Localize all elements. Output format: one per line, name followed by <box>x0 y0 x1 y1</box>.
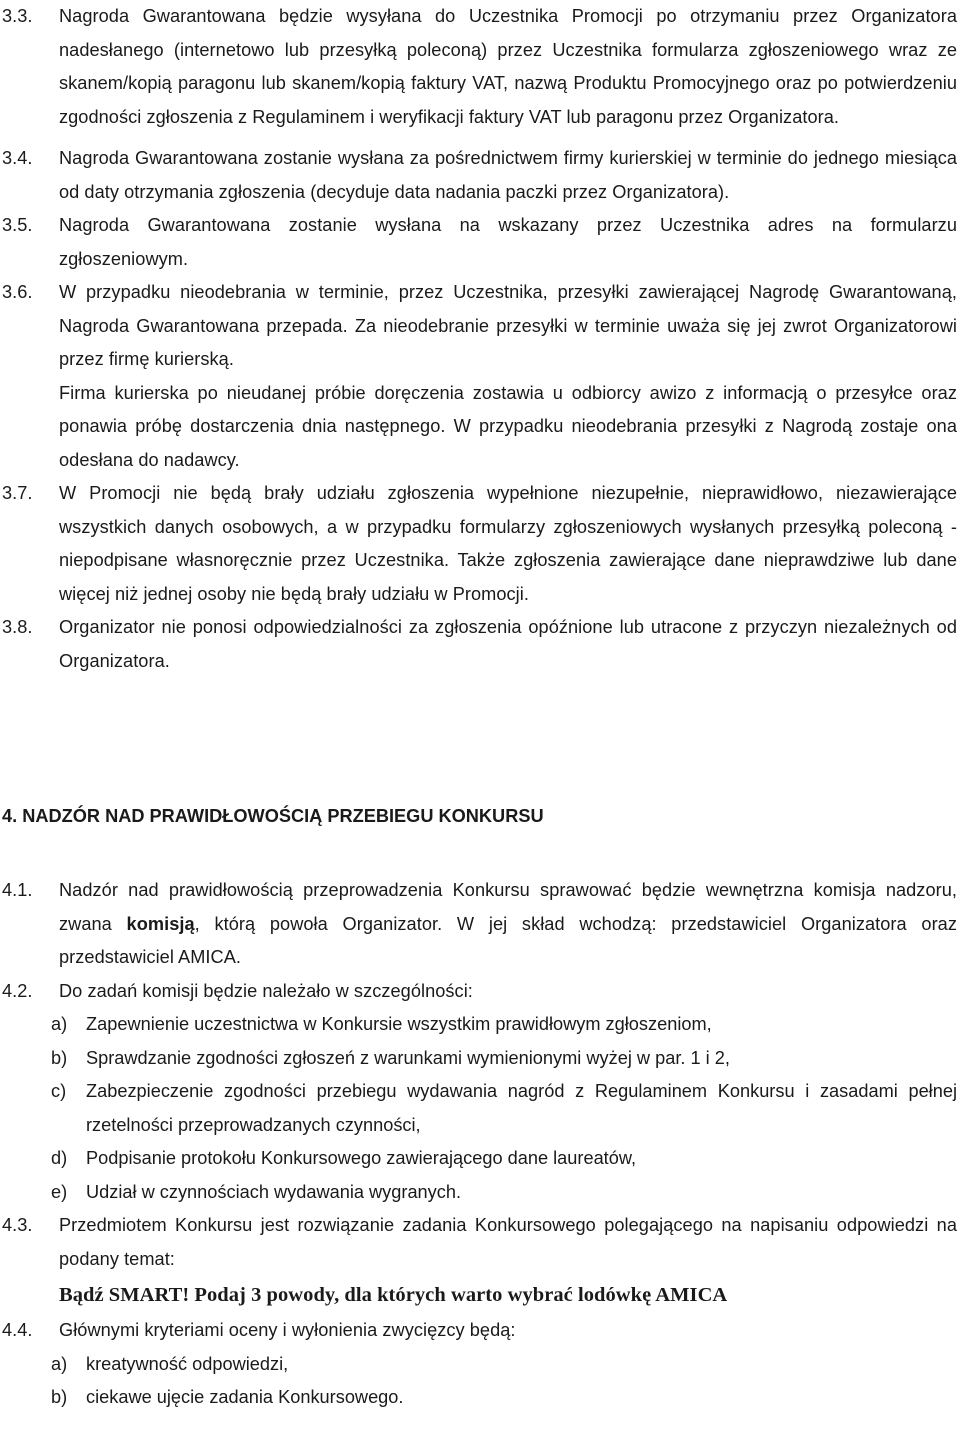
point-3-7 <box>0 477 957 611</box>
list-item: e) Udział w czynnościach wydawania wygranych. <box>51 1181 462 1202</box>
point-text: W przypadku nieodebrania w terminie, przez Uczestnika, przesyłki zawierającej Nagrodę Gwarantowaną, Nagroda Gwarantowana przepada. Za nieodebranie przesyłki w terminie uważa się jej zwrot Organizatorowi przez firmę kurierską. <box>59 282 957 369</box>
list-item: c) Zabezpieczenie zgodności przebiegu wydawania nagród z Regulaminem Konkursu i zasadami pełnej rzetelności przeprowadzanych czynności, <box>51 1081 957 1135</box>
point-3-5 <box>0 209 957 276</box>
point-text: Głównymi kryteriami oceny i wyłonienia zwycięzcy będą: <box>59 1320 516 1340</box>
point-3-3 <box>0 0 957 134</box>
point-text: Nagroda Gwarantowana zostanie wysłana za pośrednictwem firmy kurierskiej w terminie do jednego miesiąca od daty otrzymania zgłoszenia (decyduje data nadania paczki przez Organizatora). <box>59 148 957 202</box>
list-item: a) kreatywność odpowiedzi, <box>51 1353 289 1374</box>
point-number: 4.2. <box>2 980 33 1001</box>
point-4-4 <box>0 1314 957 1348</box>
point-text: Przedmiotem Konkursu jest rozwiązanie zadania Konkursowego polegającego na napisaniu odpowiedzi na podany temat: <box>59 1215 957 1269</box>
list-item: a) Zapewnienie uczestnictwa w Konkursie wszystkim prawidłowym zgłoszeniom, <box>51 1014 712 1034</box>
point-text: Do zadań komisji będzie należało w szczególności: <box>59 980 473 1001</box>
point-text: W Promocji nie będą brały udziału zgłoszenia wypełnione niezupełnie, nieprawidłowo, niezawierające wszystkich danych osobowych, a w przypadku formularzy zgłoszeniowych wysłanych przesyłką poleconą - niepodpisane własnoręcznie przez Uczestnika. Także zgłoszenia zawierające dane nieprawdziwe lub dane więcej niż jednej osoby nie będą brały udziału w Promocji. <box>59 483 957 604</box>
bold-term: komisją <box>126 913 195 934</box>
list-item: b) ciekawe ujęcie zadania Konkursowego. <box>51 1387 404 1407</box>
contest-topic: Bądź SMART! Podaj 3 powody, dla których warto wybrać lodówkę AMICA <box>59 1284 728 1306</box>
point-number: 3.5. <box>2 215 33 235</box>
section-3-points <box>0 0 957 678</box>
point-3-4 <box>0 142 957 209</box>
point-text: Nagroda Gwarantowana zostanie wysłana na wskazany przez Uczestnika adres na formularzu zgłoszeniowym. <box>59 215 957 269</box>
point-text: Nadzór nad prawidłowością przeprowadzenia Konkursu sprawować będzie wewnętrzna komisja nadzoru, zwana komisją, którą powoła Organizator. W jej skład wchodzą: przedstawiciel Organizatora oraz przedstawiciel AMICA. <box>59 880 957 967</box>
list-item: d) Podpisanie protokołu Konkursowego zawierającego dane laureatów, <box>51 1148 637 1168</box>
list-item: b) Sprawdzanie zgodności zgłoszeń z warunkami wymienionymi wyżej w par. 1 i 2, <box>51 1047 730 1068</box>
point-number: 3.3. <box>2 6 33 26</box>
point-3-6 <box>0 276 957 477</box>
point-text-continued: Firma kurierska po nieudanej próbie doręczenia zostawia u odbiorcy awizo z informacją o przesyłce oraz ponawia próbę dostarczenia dnia następnego. W przypadku nieodebrania przesyłki z Nagrodą zostaje ona odesłana do nadawcy. <box>59 382 957 470</box>
criteria-list <box>0 1348 957 1415</box>
point-number: 4.4. <box>2 1320 33 1340</box>
point-number: 4.1. <box>2 880 33 900</box>
section-4-points <box>0 874 957 1415</box>
point-text: Nagroda Gwarantowana będzie wysyłana do Uczestnika Promocji po otrzymaniu przez Organizatora nadesłanego (internetowo lub przesyłką poleconą) przez Uczestnika formularza zgłoszeniowego wraz ze skanem/kopią paragonu lub skanem/kopią faktury VAT, nazwą Produktu Promocyjnego oraz po potwierdzeniu zgodności zgłoszenia z Regulaminem i weryfikacji faktury VAT lub paragonu przez Organizatora. <box>59 6 957 127</box>
point-4-1 <box>0 874 957 975</box>
point-4-3 <box>0 1209 957 1314</box>
point-number: 3.8. <box>2 617 33 637</box>
commission-tasks-list <box>0 1008 957 1209</box>
section-4-heading: 4. NADZÓR NAD PRAWIDŁOWOŚCIĄ PRZEBIEGU KONKURSU <box>2 806 544 826</box>
point-4-2 <box>0 975 957 1009</box>
point-number: 3.4. <box>2 148 33 168</box>
point-number: 3.6. <box>2 282 33 302</box>
point-3-8 <box>0 611 957 678</box>
point-number: 3.7. <box>2 483 33 503</box>
point-number: 4.3. <box>2 1215 33 1235</box>
point-text: Organizator nie ponosi odpowiedzialności za zgłoszenia opóźnione lub utracone z przyczyn niezależnych od Organizatora. <box>59 617 957 671</box>
